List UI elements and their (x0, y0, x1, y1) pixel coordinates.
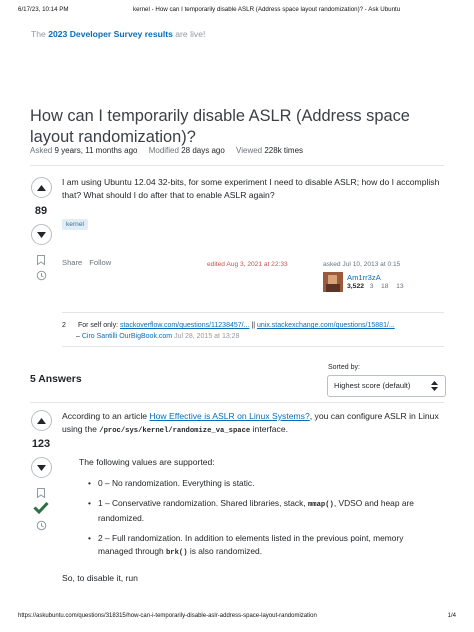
follow-link[interactable]: Follow (89, 258, 112, 267)
user-reputation: 3,522 (347, 283, 365, 290)
answer-path-suffix: interface. (252, 423, 288, 434)
comment-link-2[interactable]: unix.stackexchange.com/questions/15881/... (256, 322, 395, 329)
question-vote-cell (29, 177, 53, 281)
comment-author[interactable]: Ciro Santilli OurBigBook.com (81, 333, 173, 340)
value-1-text: 1 – Conservative randomization. Shared libraries, stack, (98, 497, 306, 508)
supported-values-text: The following values are supported: (79, 457, 215, 467)
print-url: https://askubuntu.com/questions/318315/how-can-i-temporarily-disable-aslr-address-space-layout-randomization (18, 613, 317, 619)
print-title: kernel - How can I temporarily disable ASLR (Address space layout randomization)? - Ask Ubuntu (133, 6, 401, 13)
history-icon[interactable] (36, 520, 47, 531)
banner-prefix: The (31, 29, 46, 39)
history-icon[interactable] (36, 270, 47, 281)
comment (62, 320, 442, 342)
asked-info: asked Jul 10, 2013 at 0:15 (323, 261, 401, 268)
comment-score: 2 (62, 322, 66, 329)
disable-instruction: So, to disable it, run (62, 573, 138, 583)
user-name[interactable]: Am1rr3zA (347, 273, 381, 282)
survey-banner (31, 29, 205, 39)
answers-count: 5 Answers (30, 374, 82, 385)
asked-value: 9 years, 11 months ago (54, 146, 138, 155)
question-meta (30, 146, 312, 155)
question-downvote-button[interactable] (31, 224, 52, 245)
viewed-label: Viewed (236, 146, 263, 155)
answer-intro-suffix: , you can configure ASLR in Linux using the (62, 411, 439, 434)
modified-value[interactable]: 28 days ago (181, 146, 225, 155)
asked-label: Asked (30, 146, 53, 155)
comment-divider (62, 312, 444, 313)
bookmark-icon[interactable] (37, 488, 45, 498)
list-item (88, 477, 433, 491)
bookmark-icon[interactable] (37, 255, 45, 265)
question-upvote-button[interactable] (31, 177, 52, 198)
down-arrow-icon (37, 465, 46, 471)
print-page-number: 1/4 (447, 613, 456, 619)
value-2-post: is also randomized. (189, 546, 263, 557)
comment-dash: – (76, 333, 80, 340)
comment-bottom-divider (62, 346, 444, 347)
mmap-code: mmap() (307, 500, 334, 509)
avatar[interactable] (323, 272, 343, 292)
banner-suffix: are live! (175, 29, 206, 39)
viewed-value: 228k times (264, 146, 304, 155)
share-link[interactable]: Share (62, 258, 83, 267)
values-list (88, 477, 433, 567)
user-stats (347, 283, 404, 290)
value-1-post: , VDSO and heap are randomized. (98, 497, 414, 524)
print-date: 6/17/23, 10:14 PM (18, 6, 69, 13)
sorted-by-label: Sorted by: (328, 364, 360, 371)
list-item (88, 532, 433, 561)
edited-info[interactable]: edited Aug 3, 2021 at 22:33 (207, 261, 288, 268)
answers-divider (30, 402, 444, 403)
silver-badge-count: 3 (369, 283, 374, 290)
question-title[interactable]: How can I temporarily disable ASLR (Address space layout randomization)? (30, 107, 410, 146)
survey-link[interactable]: 2023 Developer Survey results (48, 29, 173, 39)
article-link[interactable]: How Effective is ASLR on Linux Systems? (149, 411, 310, 421)
answer-intro (62, 410, 444, 437)
bronze-badge-count-2: 13 (396, 283, 404, 290)
divider (30, 165, 444, 166)
bronze-badge-count: 18 (381, 283, 389, 290)
answer-intro-prefix: According to an article (62, 411, 148, 421)
value-2-text: 2 – Full randomization. In addition to elements listed in the previous point, memory managed through (98, 532, 404, 557)
comment-link-1[interactable]: stackoverflow.com/questions/11238457/... (119, 322, 250, 329)
comment-separator: || (251, 322, 256, 329)
comment-time[interactable]: Jul 28, 2015 at 13:28 (174, 333, 240, 340)
value-0-text: 0 – No randomization. Everything is static. (98, 478, 255, 488)
answer-downvote-button[interactable] (31, 457, 52, 478)
brk-code: brk() (165, 549, 188, 558)
question-post-menu (62, 258, 118, 267)
answer-upvote-button[interactable] (31, 410, 52, 431)
aslr-path-code: /proc/sys/kernel/randomize_va_space (99, 426, 251, 435)
answer-vote-cell (29, 410, 53, 531)
answer-vote-count: 123 (31, 438, 51, 450)
list-item (88, 497, 433, 526)
tag-kernel[interactable]: kernel (62, 219, 88, 230)
sort-value: Highest score (default) (334, 381, 411, 390)
avatar-image (323, 272, 343, 292)
accepted-check-icon (33, 501, 49, 514)
sort-select[interactable] (327, 375, 446, 397)
up-arrow-icon (37, 185, 46, 191)
modified-label: Modified (148, 146, 179, 155)
up-arrow-icon (37, 418, 46, 424)
question-vote-count: 89 (34, 205, 48, 217)
question-body: I am using Ubuntu 12.04 32-bits, for some experiment I need to disable ASLR; how do I accomplish that? What should I do after that to enable ASLR again? (62, 177, 440, 200)
down-arrow-icon (37, 232, 46, 238)
sort-caret-icon (431, 381, 438, 391)
comment-text: For self only: (77, 322, 119, 329)
